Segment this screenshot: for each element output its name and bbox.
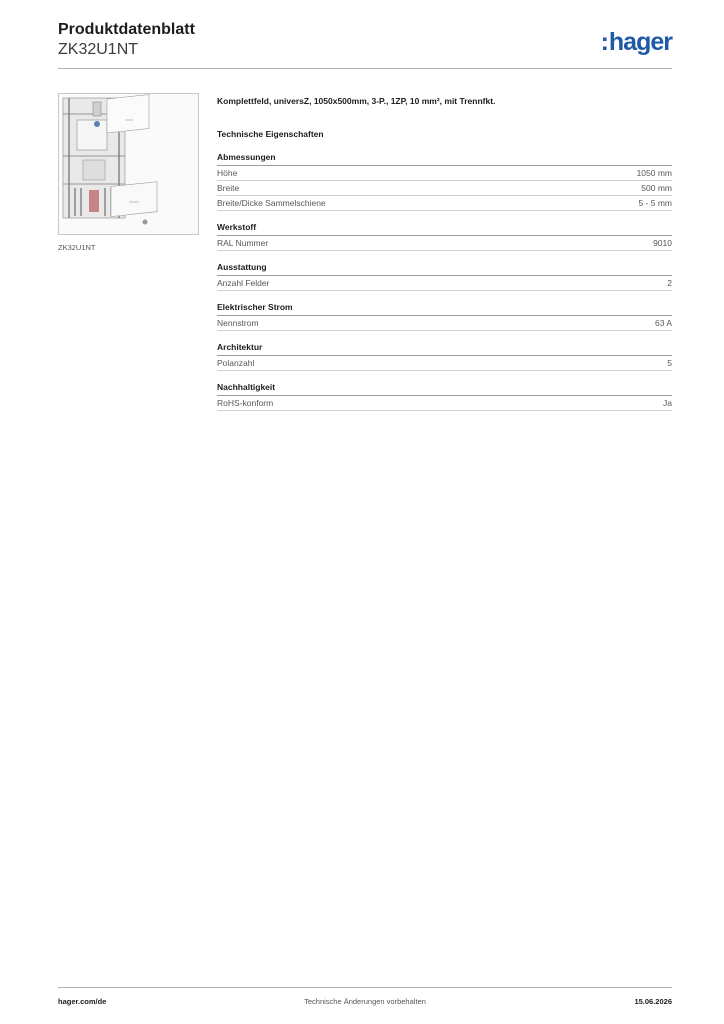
document-title: Produktdatenblatt (58, 21, 195, 38)
section-title: Ausstattung (217, 262, 672, 276)
spec-label: RoHS-konform (217, 398, 274, 408)
section-title: Architektur (217, 342, 672, 356)
spec-value: 5 (667, 358, 672, 368)
section-ausstattung (217, 262, 672, 291)
footer-divider (58, 987, 672, 988)
spec-label: Breite (217, 183, 240, 193)
hager-logo (601, 28, 672, 57)
spec-label: Polanzahl (217, 358, 255, 368)
section-title: Elektrischer Strom (217, 302, 672, 316)
spec-row (217, 276, 672, 291)
spec-label: RAL Nummer (217, 238, 269, 248)
distribution-panel-illustration (59, 94, 198, 234)
spec-label: Nennstrom (217, 318, 259, 328)
image-caption: ZK32U1NT (58, 243, 96, 252)
spec-row (217, 356, 672, 371)
section-title: Werkstoff (217, 222, 672, 236)
footer-date: 15.06.2026 (634, 997, 672, 1006)
spec-value: 9010 (653, 238, 672, 248)
section-abmessungen (217, 152, 672, 211)
section-title: Nachhaltigkeit (217, 382, 672, 396)
spec-label: Höhe (217, 168, 238, 178)
section-architektur (217, 342, 672, 371)
spec-value: 63 A (654, 318, 672, 328)
section-title: Abmessungen (217, 152, 672, 166)
product-description: Komplettfeld, universZ, 1050x500mm, 3-P., 1ZP, 10 mm², mit Trennfkt. (217, 96, 496, 106)
spec-row (217, 166, 672, 181)
header-divider (58, 68, 672, 69)
spec-value: 5 - 5 mm (638, 198, 672, 208)
logo-text: hager (608, 28, 672, 56)
product-image (58, 93, 199, 235)
spec-row (217, 236, 672, 251)
spec-row (217, 396, 672, 411)
spec-row (217, 196, 672, 211)
spec-row (217, 181, 672, 196)
spec-value: 2 (667, 278, 672, 288)
spec-value: Ja (663, 398, 672, 408)
section-werkstoff (217, 222, 672, 251)
footer-note: Technische Änderungen vorbehalten (304, 997, 426, 1006)
spec-label: Anzahl Felder (217, 278, 270, 288)
section-nachhaltigkeit (217, 382, 672, 411)
spec-row (217, 316, 672, 331)
footer-website-link[interactable]: hager.com/de (58, 997, 107, 1006)
spec-value: 500 mm (641, 183, 672, 193)
spec-value: 1050 mm (636, 168, 672, 178)
section-elektrischer-strom (217, 302, 672, 331)
logo-colon-icon: : (600, 28, 608, 56)
page-header (58, 20, 672, 70)
specifications (217, 96, 672, 422)
spec-label: Breite/Dicke Sammelschiene (217, 198, 326, 208)
product-code: ZK32U1NT (58, 41, 139, 58)
properties-title: Technische Eigenschaften (217, 129, 324, 139)
